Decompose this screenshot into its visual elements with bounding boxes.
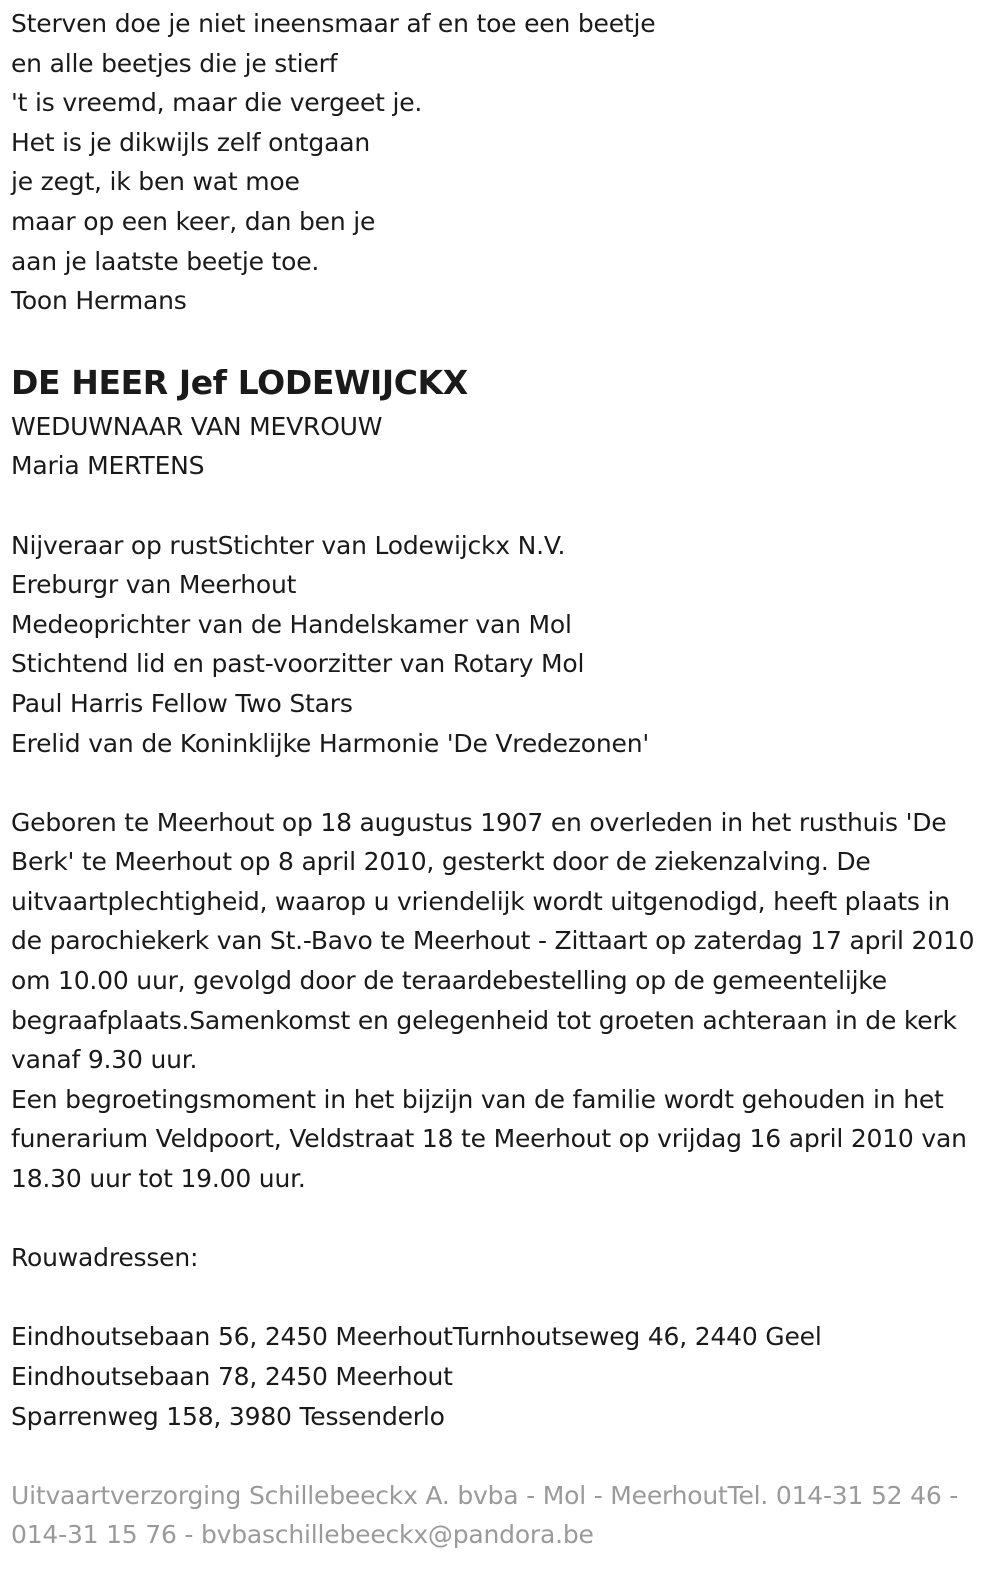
visitation-announcement: Een begroetingsmoment in het bijzijn van de familie wordt gehouden in het funerarium Veldpoort, Veldstraat 18 te Meerhout op vrijdag 16 april 2010 van 18.30 uur tot 19.00 uur. [11, 1084, 967, 1194]
deceased-name: DE HEER Jef LODEWIJCKX [11, 362, 468, 402]
spacer [11, 763, 986, 803]
poem-line: en alle beetjes die je stierf [11, 48, 338, 78]
funeral-home-footer: Uitvaartverzorging Schillebeeckx A. bvba - Mol - MeerhoutTel. 014-31 52 46 - 014-31 15 76 - bvbaschillebeeckx@pandora.be [11, 1480, 959, 1550]
poem [11, 4, 986, 321]
obituary-notice [11, 4, 986, 1555]
address-line: Eindhoutsebaan 78, 2450 Meerhout [11, 1362, 453, 1391]
ceremony-announcement: Geboren te Meerhout op 18 augustus 1907 en overleden in het rusthuis 'De Berk' te Meerhout op 8 april 2010, gesterkt door de ziekenzalving. De uitvaartplechtigheid, waarop u vriendelijk wordt uitgenodigd, heeft plaats in de parochiekerk van St.-Bavo te Meerhout - Zittaart op zaterdag 17 april 2010 om 10.00 uur, gevolgd door de teraardebestelling op de gemeentelijke begraafplaats.Samenkomst en gelegenheid tot groeten achteraan in de kerk vanaf 9.30 uur. [11, 807, 975, 1075]
poem-line: Het is je dikwijls zelf ontgaan [11, 127, 370, 157]
poem-line: Sterven doe je niet ineensmaar af en toe een beetje [11, 9, 656, 38]
address-line: Eindhoutsebaan 56, 2450 MeerhoutTurnhoutseweg 46, 2440 Geel [11, 1322, 822, 1352]
title-item: Erelid van de Koninklijke Harmonie 'De Vredezonen' [11, 728, 650, 758]
titles-list [11, 526, 986, 764]
poem-line: 't is vreemd, maar die vergeet je. [11, 88, 423, 118]
poem-line: aan je laatste beetje toe. [11, 246, 320, 276]
title-item: Paul Harris Fellow Two Stars [11, 688, 353, 718]
poem-line: maar op een keer, dan ben je [11, 206, 376, 236]
spacer [11, 1199, 986, 1239]
poem-author: Toon Hermans [11, 286, 187, 316]
widower-line: WEDUWNAAR VAN MEVROUW [11, 411, 383, 441]
spacer [11, 486, 986, 526]
title-item: Medeoprichter van de Handelskamer van Mol [11, 609, 572, 639]
addresses-label: Rouwadressen: [11, 1243, 199, 1273]
title-item: Stichtend lid en past-voorzitter van Rotary Mol [11, 649, 585, 679]
addresses-list [11, 1317, 986, 1436]
spacer [11, 1278, 986, 1318]
title-item: Ereburgr van Meerhout [11, 570, 297, 600]
spouse-name: Maria MERTENS [11, 451, 205, 481]
poem-line: je zegt, ik ben wat moe [11, 167, 300, 197]
address-line: Sparrenweg 158, 3980 Tessenderlo [11, 1401, 445, 1431]
spacer [11, 1436, 986, 1476]
title-item: Nijveraar op rustStichter van Lodewijckx N.V. [11, 530, 566, 560]
